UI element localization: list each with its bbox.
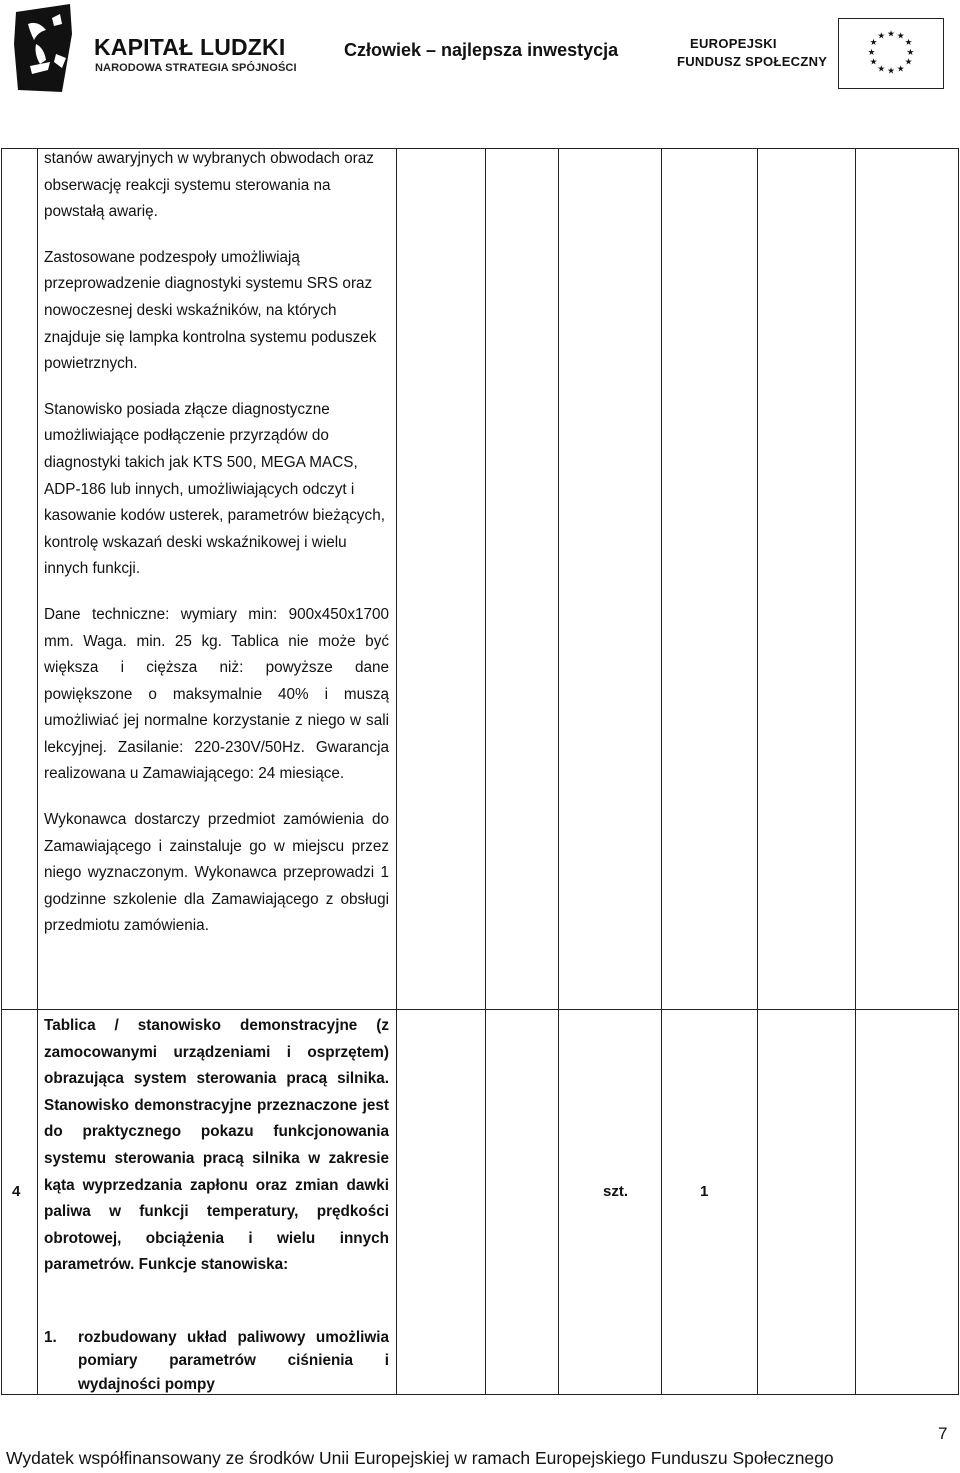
column-divider: [396, 148, 397, 1395]
table-border-left: [1, 148, 2, 1395]
eu-flag-icon: [838, 18, 944, 89]
row-number: 4: [12, 1183, 21, 1200]
svg-text:★: ★: [877, 64, 886, 75]
kapital-ludzki-logo-icon: [12, 4, 76, 94]
column-divider: [558, 148, 559, 1395]
list-number: 1.: [44, 1329, 57, 1346]
svg-text:★: ★: [887, 66, 895, 77]
svg-text:★: ★: [869, 38, 878, 49]
slogan: Człowiek – najlepsza inwestycja: [344, 40, 619, 60]
description-paragraph: Zastosowane podzespoły umożliwiają przeprowadzenie diagnostyki systemu SRS oraz nowoczesnej deski wskaźników, na których znajduje się lampka kontrolna systemu poduszek powietrznych.: [44, 248, 377, 373]
column-divider: [757, 148, 758, 1395]
svg-text:★: ★: [867, 47, 876, 58]
description-paragraph: Dane techniczne: wymiary min: 900x450x1700 mm. Waga. min. 25 kg. Tablica nie może być większa i cięższa niż: powyższe dane powiększone o maksymalnie 40% i muszą umożliwiać jej normalne korzystanie z niego w sali lekcyjnej. Zasilanie: 220-230V/50Hz. Gwarancja realizowana u Zamawiającego: 24 miesiące.: [44, 605, 389, 783]
efs-line1: EUROPEJSKI: [690, 36, 777, 51]
footer-note: Wydatek współfinansowany ze środków Unii Europejskiej w ramach Europejskiego Funduszu Społecznego: [6, 1448, 834, 1468]
svg-text:★: ★: [877, 31, 886, 42]
function-list-item: [44, 1326, 389, 1396]
svg-text:★: ★: [906, 47, 915, 58]
column-divider: [855, 148, 856, 1395]
column-divider: [37, 148, 38, 1395]
unit-cell: szt.: [603, 1183, 629, 1200]
page-header: [0, 0, 960, 100]
column-divider: [661, 148, 662, 1395]
kl-title: KAPITAŁ LUDZKI: [94, 34, 286, 60]
item-description-continued: [44, 146, 389, 959]
description-paragraph: Wykonawca dostarczy przedmiot zamówienia do Zamawiającego i zainstaluje go w miejscu przez niego wyznaczonym. Wykonawca przeprowadzi 1 godzinne szkolenie dla Zamawiającego z obsługi przedmiotu zamówienia.: [44, 811, 389, 935]
svg-text:★: ★: [896, 64, 905, 75]
svg-text:★: ★: [869, 57, 878, 68]
item-description: Tablica / stanowisko demonstracyjne (z zamocowanymi urządzeniami i osprzętem) obrazująca system sterowania pracą silnika. Stanowisko demonstracyjne przeznaczone jest do praktycznego pokazu funkcjonowania systemu sterowania pracą silnika w zakresie kąta wyprzedzania zapłonu oraz zmian dawki paliwa w funkcji temperatury, prędkości obrotowej, obciążenia i wielu innych parametrów. Funkcje stanowiska:: [44, 1017, 389, 1274]
svg-text:★: ★: [904, 57, 913, 68]
quantity-cell: 1: [700, 1183, 709, 1200]
kl-subtitle: NARODOWA STRATEGIA SPÓJNOŚCI: [95, 62, 297, 74]
svg-text:★: ★: [896, 31, 905, 42]
row-divider: [1, 1009, 959, 1010]
table-border-right: [958, 148, 959, 1395]
svg-text:★: ★: [904, 38, 913, 49]
svg-text:★: ★: [887, 29, 895, 40]
efs-line2: FUNDUSZ SPOŁECZNY: [677, 54, 828, 69]
description-paragraph: stanów awaryjnych w wybranych obwodach oraz obserwację reakcji systemu sterowania na powstałą awarię.: [44, 150, 374, 221]
description-paragraph: Stanowisko posiada złącze diagnostyczne umożliwiające podłączenie przyrządów do diagnostyki takich jak KTS 500, MEGA MACS, ADP-186 lub innych, umożliwiających odczyt i kasowanie kodów usterek, parametrów bieżących, kontrolę wskazań deski wskaźnikowej i wielu innych funkcji.: [44, 400, 385, 578]
page-number: 7: [938, 1424, 948, 1443]
column-divider: [485, 148, 486, 1395]
list-text: rozbudowany układ paliwowy umożliwia pomiary parametrów ciśnienia i wydajności pompy: [78, 1329, 389, 1393]
